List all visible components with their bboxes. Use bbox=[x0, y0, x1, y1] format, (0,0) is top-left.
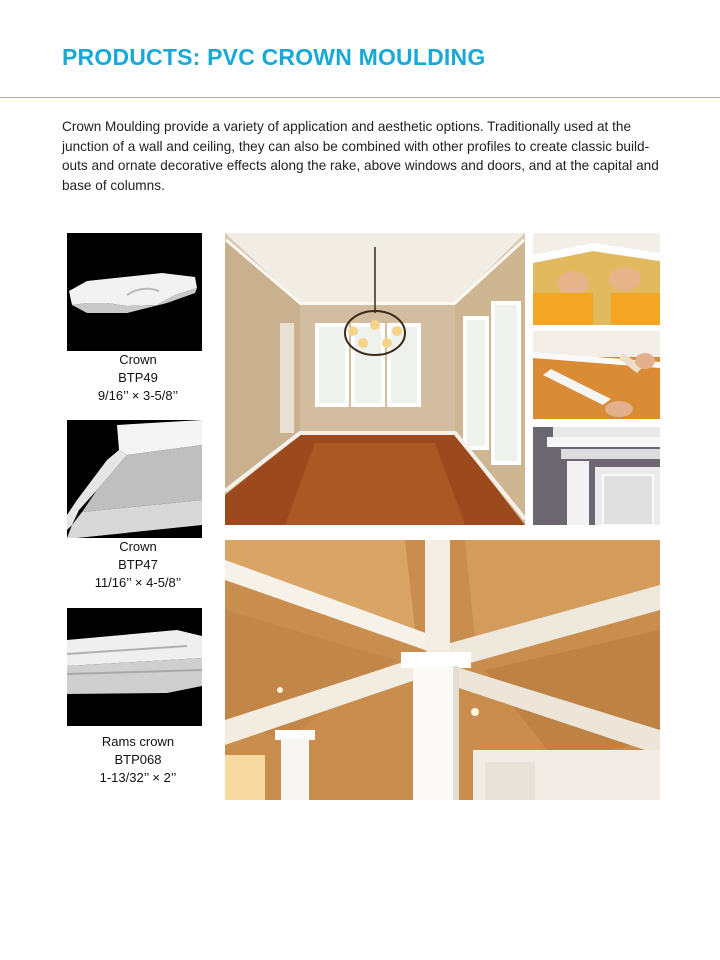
product-name: Crown bbox=[119, 539, 157, 554]
product-image-btp49 bbox=[67, 233, 202, 351]
product-caption-btp068 bbox=[67, 733, 209, 787]
product-caption-btp49 bbox=[67, 351, 209, 405]
door-header-photo bbox=[533, 427, 660, 525]
product-size: 9/16’’ × 3-5/8’’ bbox=[97, 388, 179, 403]
title-divider bbox=[0, 97, 720, 98]
install-photo-tape bbox=[533, 331, 660, 419]
product-name: Rams crown bbox=[101, 734, 175, 749]
coffered-ceiling-photo bbox=[225, 540, 660, 800]
product-image-btp068 bbox=[67, 608, 202, 726]
product-name: Crown bbox=[119, 352, 157, 367]
product-code: BTP47 bbox=[118, 557, 158, 572]
product-image-btp47 bbox=[67, 420, 202, 538]
install-photo-corner bbox=[533, 233, 660, 325]
product-caption-btp47 bbox=[67, 538, 209, 592]
product-code: BTP49 bbox=[118, 370, 158, 385]
page-title: PRODUCTS: PVC CROWN MOULDING bbox=[62, 44, 486, 70]
intro-paragraph: Crown Moulding provide a variety of application and aesthetic options. Traditionally used at the junction of a wall and ceiling, they can also be combined with other profiles to create classic build-outs and ornate decorative effects along the rake, above windows and doors, and at the capital and base of columns. bbox=[62, 119, 659, 193]
product-code: BTP068 bbox=[114, 752, 162, 767]
product-size: 1-13/32’’ × 2’’ bbox=[99, 770, 177, 785]
dining-room-photo bbox=[225, 233, 525, 525]
product-size: 11/16’’ × 4-5/8’’ bbox=[94, 575, 182, 590]
